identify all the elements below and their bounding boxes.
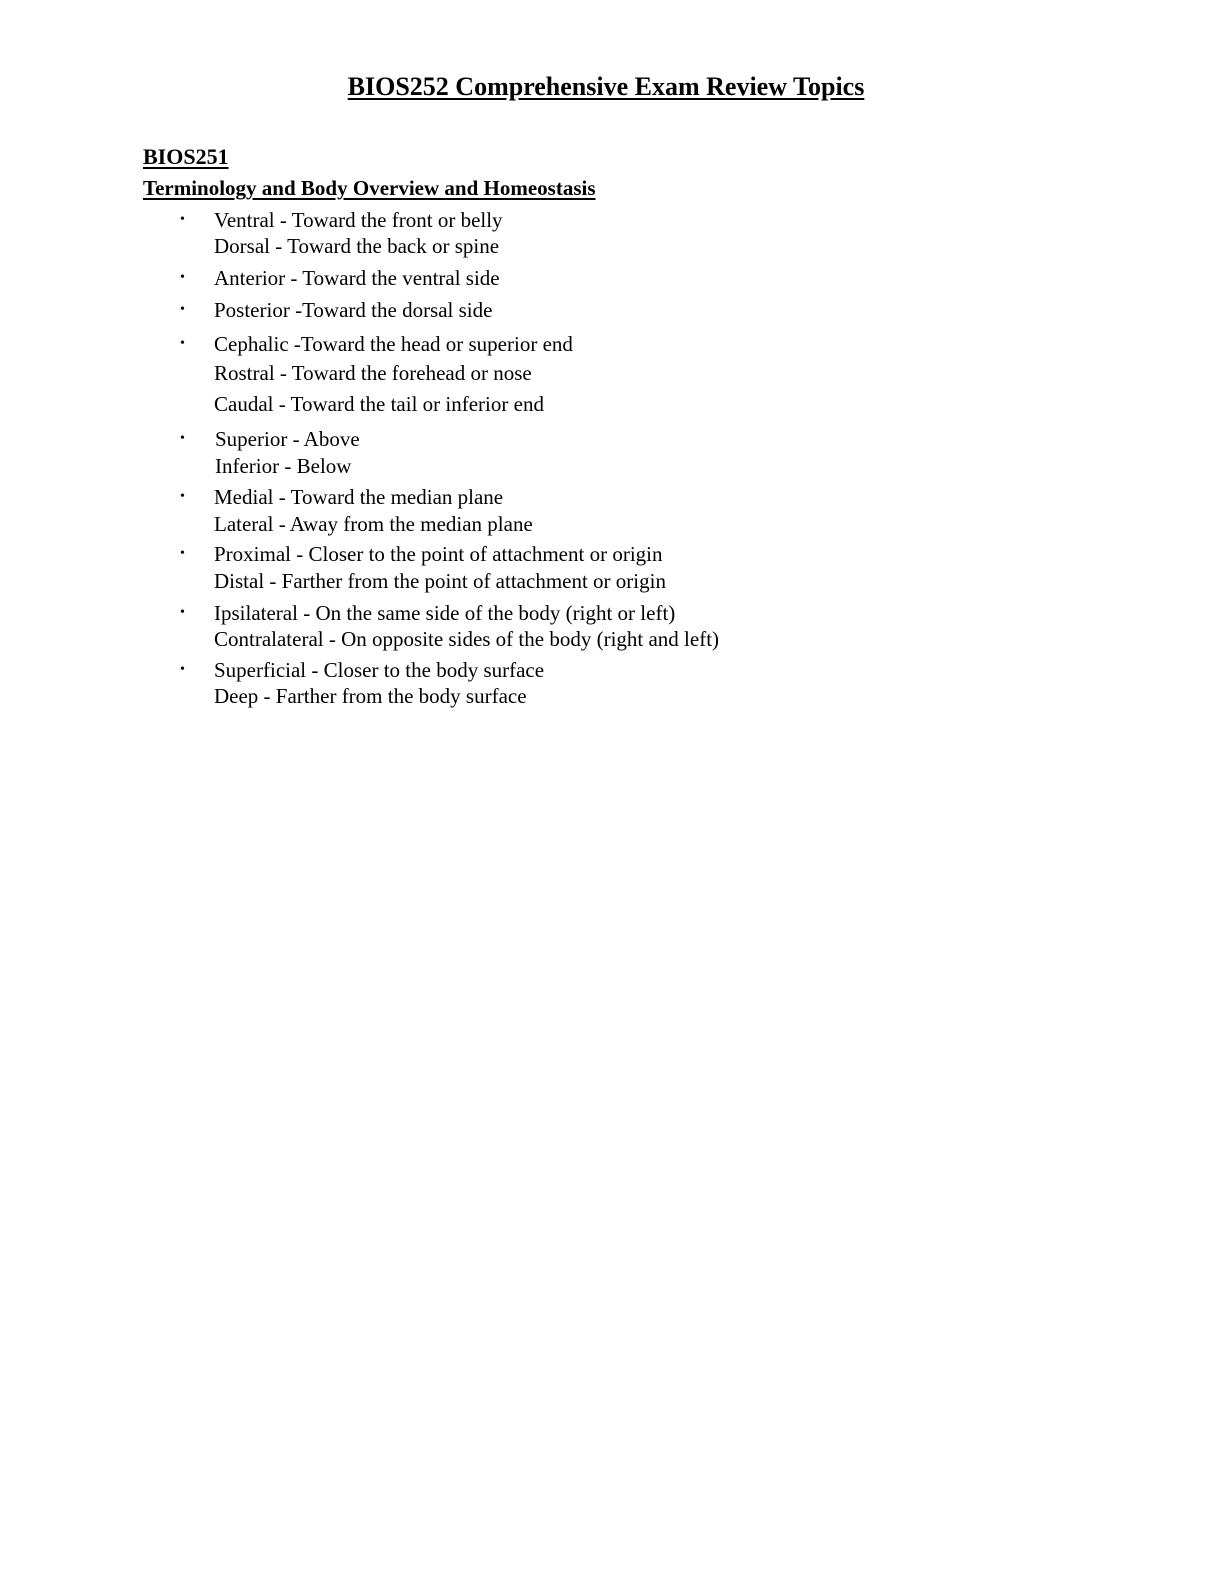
bullet-icon: • [180,336,185,351]
term-line: Superior - Above [215,427,360,451]
term-line: Cephalic -Toward the head or superior end [214,332,573,356]
bullet-icon: • [180,270,185,285]
term-line: Deep - Farther from the body surface [214,684,527,708]
term-line: Dorsal - Toward the back or spine [214,234,500,258]
bullet-icon: • [180,546,185,561]
section-heading: BIOS251 [143,144,229,169]
term-line: Proximal - Closer to the point of attachment or origin [214,542,663,566]
term-line: Inferior - Below [215,454,352,478]
bullet-icon: • [180,605,185,620]
bullet-icon: • [180,431,185,446]
term-line: Lateral - Away from the median plane [214,512,533,536]
term-line: Distal - Farther from the point of attachment or origin [214,569,666,593]
term-line: Anterior - Toward the ventral side [214,266,500,290]
term-line: Caudal - Toward the tail or inferior end [214,392,544,416]
bullet-icon: • [180,212,185,227]
term-line: Medial - Toward the median plane [214,485,504,509]
term-line: Ventral - Toward the front or belly [214,208,503,232]
term-line: Posterior -Toward the dorsal side [214,298,493,322]
term-line: Rostral - Toward the forehead or nose [214,361,532,385]
bullet-icon: • [180,302,185,317]
term-line: Superficial - Closer to the body surface [214,658,545,682]
term-line: Contralateral - On opposite sides of the body (right and left) [214,627,720,651]
bullet-icon: • [180,489,185,504]
document-title: BIOS252 Comprehensive Exam Review Topics [347,72,865,101]
bullet-icon: • [180,662,185,677]
term-line: Ipsilateral - On the same side of the body (right or left) [214,601,676,625]
subsection-heading: Terminology and Body Overview and Homeostasis [143,176,596,200]
